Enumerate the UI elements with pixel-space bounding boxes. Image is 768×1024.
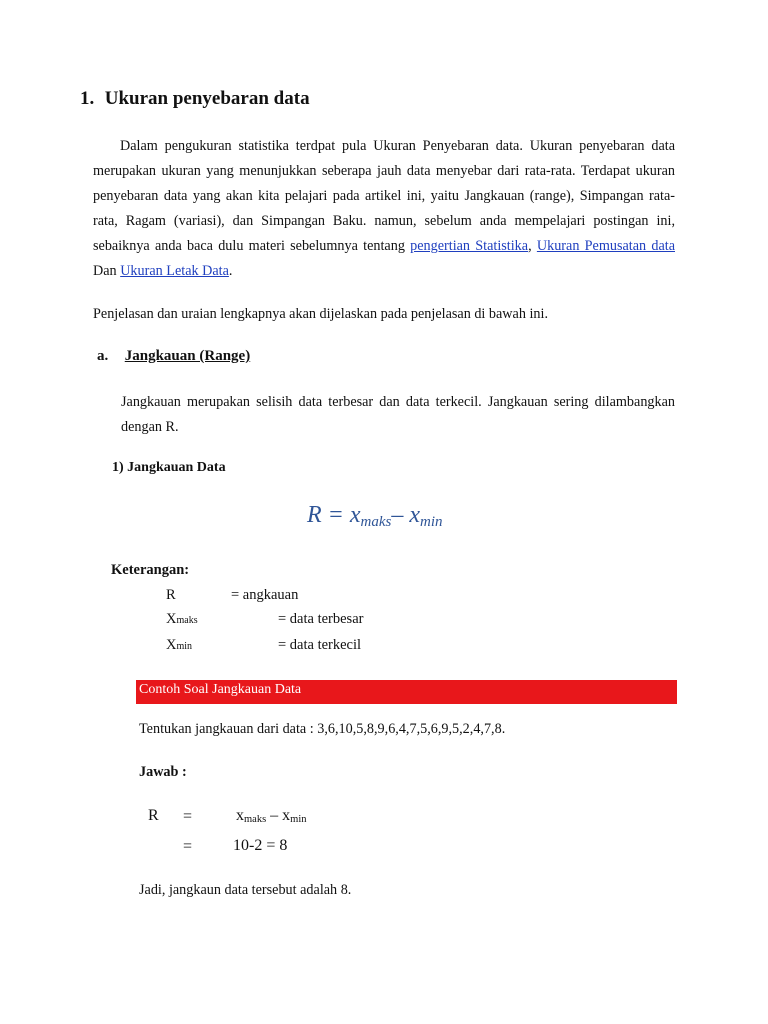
example-banner: Contoh Soal Jangkauan Data [136,680,677,704]
answer-r: R [148,807,159,824]
range-description: Jangkauan merupakan selisih data terbesar dan data terkecil. Jangkauan sering dilambangkan dengan R. [121,394,675,435]
keterangan-xmin-symbol: Xmin [166,637,193,653]
keterangan-r-desc: = angkauan [231,587,299,603]
section-number: 1. [80,88,95,109]
range-formula [307,502,443,531]
intro-sep-dan: Dan [93,263,121,279]
formula-lhs: R = x [307,502,361,528]
example-question: Tentukan jangkauan dari data : 3,6,10,5,8,9,6,4,7,5,6,9,5,2,4,7,8. [139,721,506,737]
keterangan-r-symbol: R [166,587,176,603]
answer-equals-2: = [183,838,193,855]
jangkauan-data-heading: 1) Jangkauan Data [112,460,226,475]
intro-text: Dalam pengukuran statistika terdpat pula Ukuran Penyebaran data. Ukuran penyebaran data merupakan ukuran yang menunjukkan seberapa jauh data menyebar dari rata-rata. Terdapat ukuran penyebaran data yang akan kita pelajari pada artikel ini, yaitu Jangkauan (range), Simpangan rata-rata, Ragam (variasi), dan Simpangan Baku. namun, sebelum anda mempelajari postingan ini, sebaiknya anda baca dulu materi sebelumnya tentang [93,138,675,254]
intro-sep-comma: , [528,238,537,254]
answer-equals-1: = [183,808,193,825]
link-ukuran-pemusatan-data[interactable]: Ukuran Pemusatan data [536,238,675,254]
formula-minus: – x [391,502,420,528]
formula-sub-min: min [420,514,443,530]
formula-sub-maks: maks [360,514,392,530]
link-ukuran-letak-data[interactable]: Ukuran Letak Data [120,263,229,279]
intro-end: . [228,263,233,279]
keterangan-xmaks-desc: = data terbesar [278,611,364,627]
answer-calculation: 10-2 = 8 [233,837,288,854]
subsection-title: Jangkauan (Range) [124,348,251,364]
intro-paragraph [93,134,675,284]
jawab-label: Jawab : [139,764,187,780]
keterangan-xmin-desc: = data terkecil [278,637,362,653]
subsection-label: a. [97,348,109,364]
keterangan-title: Keterangan: [111,562,190,578]
keterangan-xmaks-symbol: Xmaks [166,611,198,627]
section-heading [80,88,310,110]
section-title: Ukuran penyebaran data [104,88,310,109]
answer-formula: $x_{maks} - x_{min}$ [236,807,307,825]
conclusion-text: Jadi, jangkaun data tersebut adalah 8. [139,882,352,898]
link-pengertian-statistika[interactable]: pengertian Statistika [410,238,529,254]
subsection-heading-range [97,348,250,365]
explanation-paragraph: Penjelasan dan uraian lengkapnya akan dijelaskan pada penjelasan di bawah ini. [93,306,549,322]
